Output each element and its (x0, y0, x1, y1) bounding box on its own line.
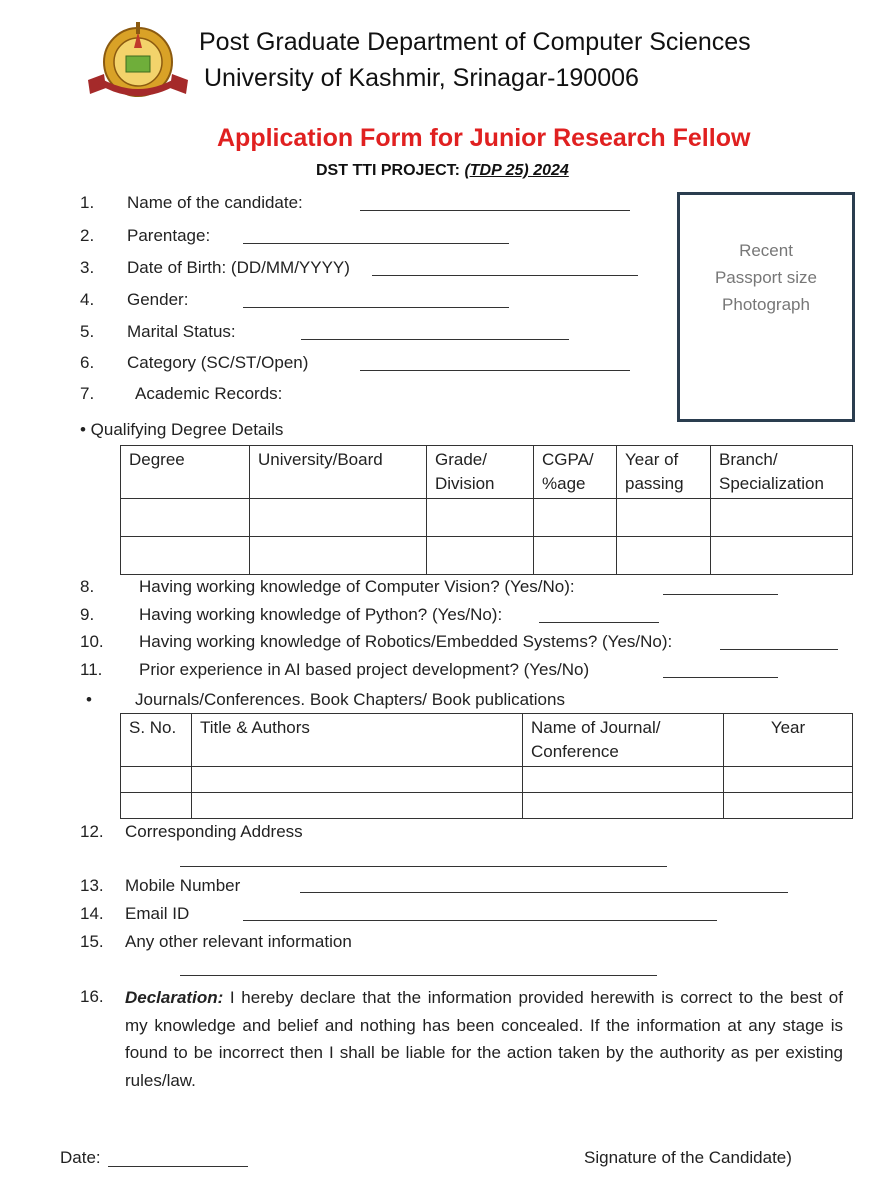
project-line: DST TTI PROJECT: (TDP 25) 2024 (316, 162, 569, 179)
question-num: 10. (80, 632, 104, 651)
field-label-parentage: Parentage: (127, 226, 211, 245)
date-input-line[interactable] (108, 1166, 248, 1167)
photo-box[interactable]: Recent Passport size Photograph (677, 192, 855, 422)
qualifying-heading: • Qualifying Degree Details (80, 420, 284, 439)
field-label-marital: Marital Status: (127, 322, 236, 341)
table-row[interactable] (121, 767, 853, 793)
field-num: 1. (80, 193, 95, 212)
table-row[interactable] (121, 537, 853, 575)
university-logo (84, 18, 192, 102)
field-num: 3. (80, 258, 95, 277)
form-title: Application Form for Junior Research Fellow (217, 124, 751, 152)
field-label-mobile: Mobile Number (125, 876, 241, 895)
other-info-input-line[interactable] (180, 975, 657, 976)
mobile-input-line[interactable] (300, 892, 788, 893)
field-num: 7. (80, 384, 95, 403)
address-input-line[interactable] (180, 866, 667, 867)
field-label-dob: Date of Birth: (DD/MM/YYYY) (127, 258, 350, 277)
field-label-address: Corresponding Address (125, 822, 303, 841)
field-num: 2. (80, 226, 95, 245)
parentage-input-line[interactable] (243, 243, 509, 244)
question-ai-experience: Prior experience in AI based project development? (Yes/No) (139, 660, 590, 679)
question-python: Having working knowledge of Python? (Yes/No): (139, 605, 503, 624)
robotics-input-line[interactable] (720, 649, 838, 650)
python-input-line[interactable] (539, 622, 659, 623)
university-name: University of Kashmir, Srinagar-190006 (204, 64, 639, 92)
project-code: (TDP 25) 2024 (464, 162, 569, 179)
name-input-line[interactable] (360, 210, 630, 211)
signature-label: Signature of the Candidate) (584, 1148, 792, 1167)
field-num: 5. (80, 322, 95, 341)
question-computer-vision: Having working knowledge of Computer Vision? (Yes/No): (139, 577, 575, 596)
bullet: • (86, 690, 92, 709)
field-num: 6. (80, 353, 95, 372)
table-header-row: Degree University/Board Grade/ Division CGPA/ %age Year of passing Branch/ Specialization (121, 446, 853, 499)
qualifying-degree-table (120, 445, 853, 575)
question-num: 11. (80, 660, 103, 679)
ai-experience-input-line[interactable] (663, 677, 778, 678)
gender-input-line[interactable] (243, 307, 509, 308)
email-input-line[interactable] (243, 920, 717, 921)
date-label: Date: (60, 1148, 101, 1167)
field-label-gender: Gender: (127, 290, 189, 309)
table-row[interactable] (121, 499, 853, 537)
department-name: Post Graduate Department of Computer Sciences (199, 28, 751, 56)
table-header-row: S. No. Title & Authors Name of Journal/ Conference Year (121, 714, 853, 767)
field-num: 4. (80, 290, 95, 309)
field-num: 15. (80, 932, 104, 951)
question-num: 9. (80, 605, 95, 624)
field-label-academic: Academic Records: (135, 384, 283, 403)
field-num: 16. (80, 987, 104, 1006)
table-row[interactable] (121, 793, 853, 819)
computer-vision-input-line[interactable] (663, 594, 778, 595)
question-robotics: Having working knowledge of Robotics/Embedded Systems? (Yes/No): (139, 632, 673, 651)
field-label-email: Email ID (125, 904, 190, 923)
publications-table (120, 713, 853, 819)
marital-input-line[interactable] (301, 339, 569, 340)
publications-heading: Journals/Conferences. Book Chapters/ Book publications (135, 690, 565, 709)
field-label-other-info: Any other relevant information (125, 932, 352, 951)
field-label-category: Category (SC/ST/Open) (127, 353, 309, 372)
field-num: 14. (80, 904, 104, 923)
dob-input-line[interactable] (372, 275, 638, 276)
field-num: 12. (80, 822, 104, 841)
field-num: 13. (80, 876, 104, 895)
declaration-text: Declaration: I hereby declare that the information provided herewith is correct to the best of my knowledge and belief and nothing has been concealed. If the information at any stage is found to be incorrect then I shall be liable for the action taken by the authority as per existing rules/law. (125, 988, 843, 1090)
question-num: 8. (80, 577, 95, 596)
category-input-line[interactable] (360, 370, 630, 371)
field-label-name: Name of the candidate: (127, 193, 303, 212)
